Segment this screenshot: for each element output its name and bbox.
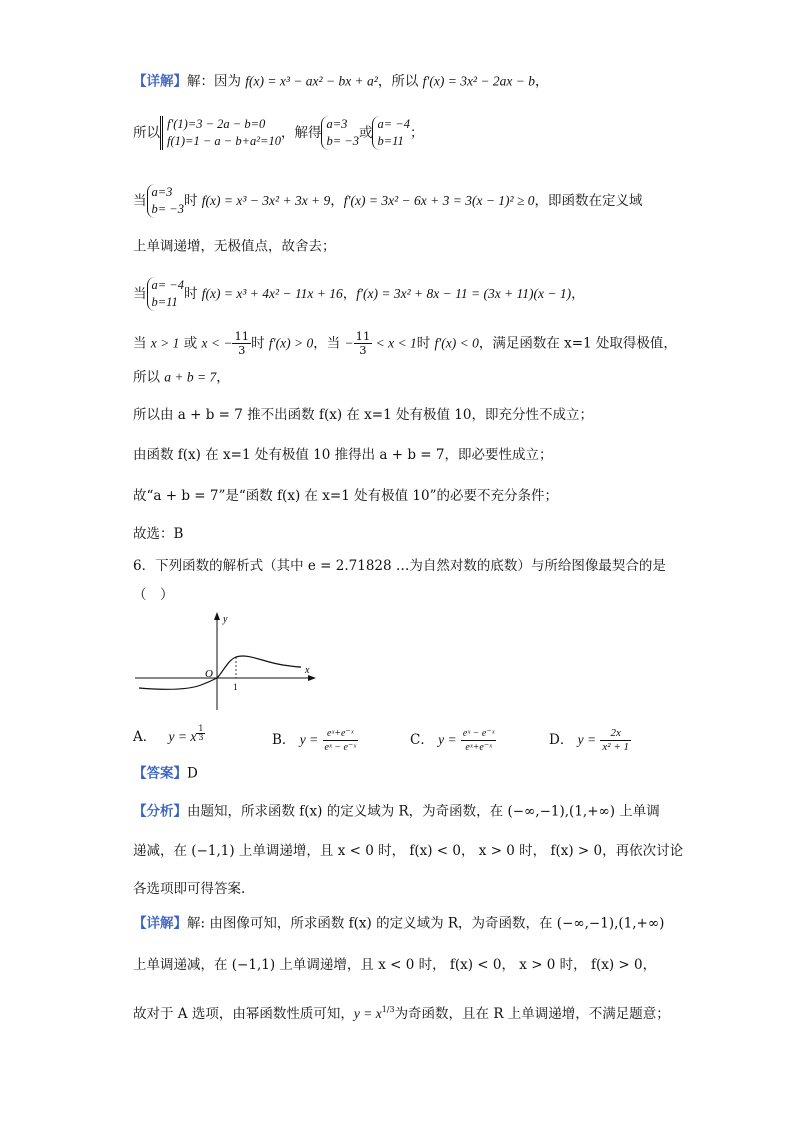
fraction bbox=[354, 330, 373, 357]
text: 所以 bbox=[133, 125, 160, 141]
case-1-line bbox=[133, 184, 643, 218]
analysis-line-3: 各选项即可得答案. bbox=[133, 881, 246, 897]
fraction bbox=[232, 330, 251, 357]
text: 当 bbox=[133, 335, 151, 352]
text: ， bbox=[534, 73, 549, 90]
case-1-system bbox=[147, 184, 185, 218]
tick-label: 1 bbox=[233, 682, 238, 692]
solution-row: b=11 bbox=[377, 134, 404, 148]
case-3-line bbox=[133, 330, 677, 357]
choice-formula: y = bbox=[438, 732, 457, 747]
text: 解：因为 bbox=[187, 73, 246, 90]
inequality: f′(x) < 0 bbox=[434, 335, 479, 351]
numerator: 11 bbox=[234, 329, 250, 343]
y-axis-label: y bbox=[223, 614, 228, 625]
detail-q6-line-3 bbox=[133, 1000, 670, 1024]
solution-row: a= −4 bbox=[377, 117, 410, 131]
case-3-line-2 bbox=[133, 367, 230, 388]
text: 或 bbox=[179, 335, 202, 352]
detail-q6-line-1 bbox=[133, 913, 664, 934]
conclusion-3: 故“a + b = 7”是“函数 f(x) 在 x=1 处有极值 10”的必要不充分条件； bbox=[133, 488, 558, 504]
denominator: 3 bbox=[238, 343, 246, 357]
text: 当 bbox=[133, 286, 147, 302]
formula-f: f(x) = x³ − ax² − bx + a² bbox=[245, 73, 378, 89]
answer-value: D bbox=[187, 765, 198, 782]
detail-tag: 【详解】 bbox=[133, 915, 187, 932]
denominator: x² + 1 bbox=[602, 741, 630, 753]
origin-label: O bbox=[205, 668, 213, 680]
text: ， bbox=[216, 369, 230, 386]
denominator: 3 bbox=[198, 733, 204, 742]
choice-letter: A． bbox=[133, 729, 157, 745]
solution-system-1 bbox=[321, 116, 359, 150]
detail-line-1 bbox=[133, 71, 548, 92]
text: 上单调递增，无极值点，故舍去； bbox=[133, 238, 336, 255]
text: ，即函数在定义域 bbox=[534, 193, 643, 209]
exponent bbox=[196, 725, 205, 742]
curve bbox=[139, 656, 301, 689]
numerator: 11 bbox=[355, 329, 371, 343]
equation-system bbox=[160, 116, 281, 150]
case-2-line bbox=[133, 277, 585, 311]
numerator: eˣ+e⁻ˣ bbox=[323, 727, 359, 741]
inequality: f′(x) > 0 bbox=[268, 335, 314, 351]
system-row: a=3 bbox=[151, 185, 173, 199]
formula-fprime: f′(x) = 3x² − 2ax − b bbox=[422, 73, 535, 89]
choice-formula: y = bbox=[577, 732, 597, 747]
case-1-line-2 bbox=[133, 236, 336, 257]
choice-c bbox=[410, 727, 496, 754]
solution-row: b= −3 bbox=[326, 134, 359, 148]
choice-letter: C． bbox=[410, 732, 434, 748]
inequality: x < − bbox=[201, 335, 233, 351]
text: 时 bbox=[184, 193, 202, 209]
text: 时 bbox=[251, 335, 269, 352]
text: ， bbox=[330, 193, 344, 209]
text: 由题知，所求函数 f(x) 的定义域为 R，为奇函数，在 (−∞,−1),(1,+∞) 上单调 bbox=[187, 803, 660, 820]
text: 所以 bbox=[133, 369, 165, 386]
choice-d bbox=[549, 727, 631, 754]
analysis-line-1 bbox=[133, 801, 660, 822]
conclusion-2: 由函数 f(x) 在 x=1 处有极值 10 推得出 a + b = 7，即必要性成立； bbox=[133, 447, 553, 463]
fraction bbox=[600, 727, 631, 754]
detail-q6-line-2: 上单调递减，在 (−1,1) 上单调递增，且 x < 0 时， f(x) < 0， x > 0 时， f(x) > 0， bbox=[133, 957, 657, 973]
case-2-system bbox=[147, 277, 185, 311]
system-row: b=11 bbox=[151, 295, 178, 309]
text: 当 bbox=[133, 193, 147, 209]
answer-line bbox=[133, 763, 198, 784]
text: 为奇函数，且在 R 上单调递增，不满足题意； bbox=[394, 1006, 670, 1022]
numerator: eˣ − e⁻ˣ bbox=[462, 728, 495, 739]
text: 故对于 A 选项，由幂函数性质可知， bbox=[133, 1006, 354, 1022]
inequality: < x < 1 bbox=[372, 335, 417, 351]
formula: a + b = 7 bbox=[164, 369, 217, 385]
formula: f′(x) = 3x² − 6x + 3 = 3(x − 1)² ≥ 0 bbox=[343, 193, 535, 208]
text: ， bbox=[571, 286, 585, 302]
formula: f(x) = x³ + 4x² − 11x + 16 bbox=[201, 286, 343, 301]
formula: f′(x) = 3x² + 8x − 11 = (3x + 11)(x − 1) bbox=[356, 286, 572, 301]
text: 解: 由图像可知，所求函数 f(x) 的定义域为 R，为奇函数，在 (−∞,−1),(1,+∞) bbox=[187, 915, 665, 932]
y-axis-arrow bbox=[214, 612, 220, 620]
question-6-paren: （ ） bbox=[133, 587, 174, 603]
text: ，满足函数在 x=1 处取得极值， bbox=[478, 335, 677, 352]
denominator: eˣ+e⁻ˣ bbox=[465, 742, 492, 753]
x-axis-label: x bbox=[305, 665, 310, 676]
fraction bbox=[461, 727, 497, 754]
text: 或 bbox=[358, 125, 373, 141]
choice-letter: D． bbox=[549, 732, 574, 748]
minus: − bbox=[344, 335, 354, 351]
exponent: 1/3 bbox=[381, 1005, 395, 1014]
choice-b bbox=[272, 727, 358, 754]
text: ， bbox=[342, 286, 357, 302]
analysis-line-2: 递减，在 (−1,1) 上单调递增，且 x < 0 时， f(x) < 0， x > 0 时， f(x) > 0，再依次讨论 bbox=[133, 843, 684, 859]
text: 时 bbox=[416, 335, 435, 352]
text: ，解得 bbox=[280, 125, 322, 141]
question-6-stem: 6．下列函数的解析式（其中 e = 2.71828 …为自然对数的底数）与所给图像最契合的是 bbox=[133, 558, 666, 574]
system-line bbox=[133, 116, 423, 150]
solution-row: a=3 bbox=[326, 117, 348, 131]
system-row: b= −3 bbox=[151, 202, 184, 216]
equation-row: f′(1)=3 − 2a − b=0 bbox=[167, 117, 266, 131]
text: ，当 bbox=[313, 335, 345, 352]
analysis-tag: 【分析】 bbox=[133, 803, 187, 820]
text: ； bbox=[409, 125, 424, 141]
conclusion-1: 所以由 a + b = 7 推不出函数 f(x) 在 x=1 处有极值 10，即充分性不成立； bbox=[133, 407, 593, 423]
answer-choice-line: 故选：B bbox=[133, 526, 184, 542]
denominator: 3 bbox=[359, 343, 367, 357]
detail-tag: 【详解】 bbox=[133, 73, 187, 90]
fraction bbox=[323, 727, 359, 754]
formula: f(x) = x³ − 3x² + 3x + 9 bbox=[201, 193, 331, 208]
denominator: eˣ − e⁻ˣ bbox=[324, 742, 357, 753]
text: ，所以 bbox=[377, 73, 423, 90]
choice-letter: B． bbox=[272, 732, 296, 748]
inequality: x > 1 bbox=[150, 335, 180, 351]
answer-tag: 【答案】 bbox=[133, 765, 187, 782]
numerator: 1 bbox=[198, 724, 204, 733]
system-row: a= −4 bbox=[151, 278, 184, 292]
formula: y = x bbox=[353, 1006, 382, 1021]
function-graph bbox=[133, 610, 323, 715]
choice-a bbox=[133, 724, 205, 747]
text: 时 bbox=[184, 286, 202, 302]
solution-system-2 bbox=[372, 116, 410, 150]
choice-formula: y = x bbox=[168, 729, 197, 744]
equation-row: f(1)=1 − a − b+a²=10 bbox=[167, 134, 281, 148]
choice-formula: y = bbox=[299, 732, 319, 747]
numerator: 2x bbox=[600, 727, 631, 741]
